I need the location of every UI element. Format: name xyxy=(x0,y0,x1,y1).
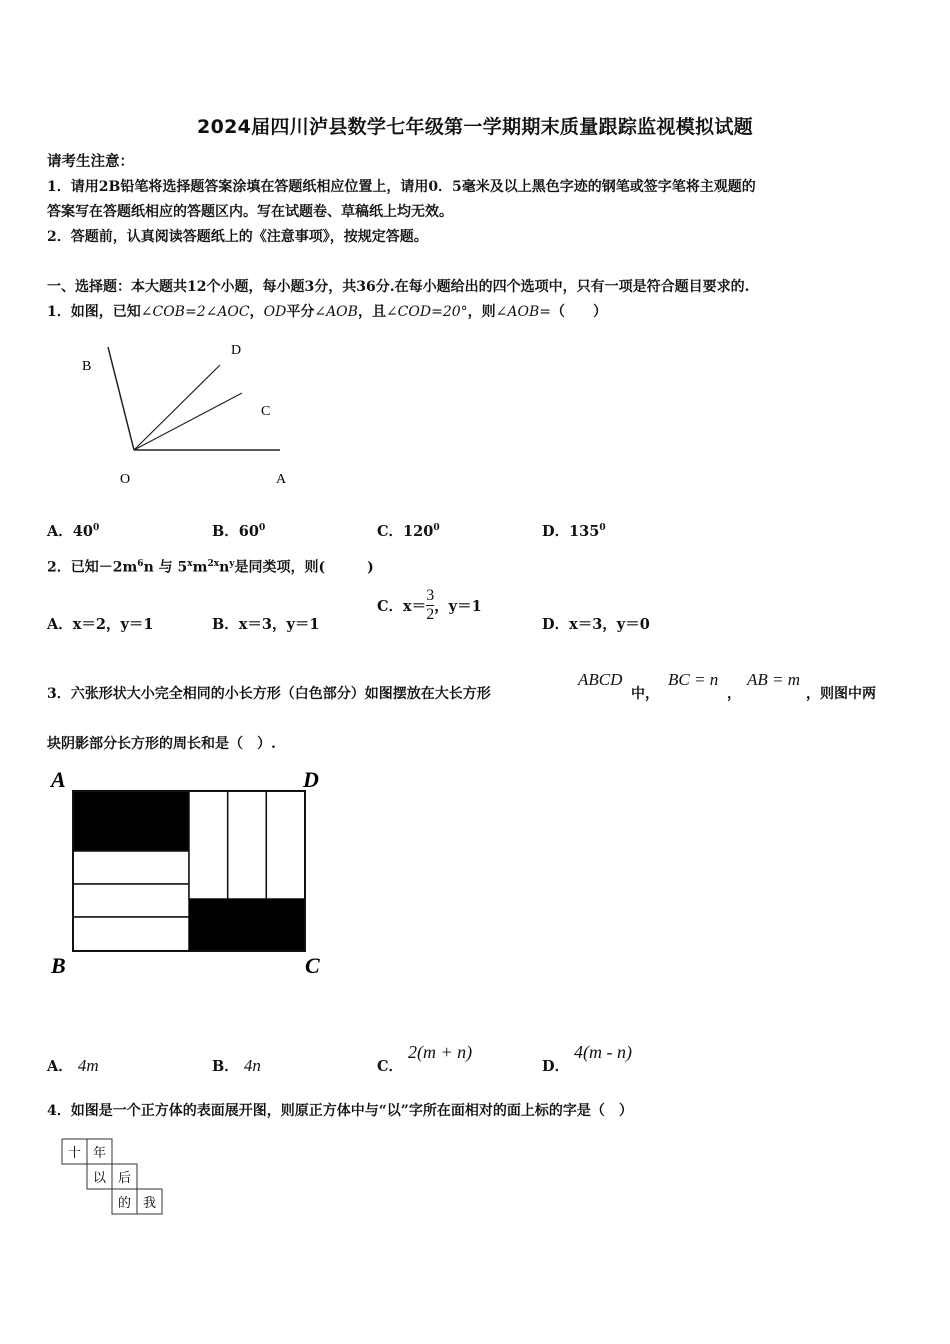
q2-stem: 2．已知$-2m^6n$ 与 $5^xm^{2x}n^y$是同类项，则( ) xyxy=(47,559,374,576)
q4-cell-shi: 十 xyxy=(68,1145,82,1160)
q4-cell-wo: 我 xyxy=(143,1195,157,1210)
page-title: 2024届四川泸县数学七年级第一学期期末质量跟踪监视模拟试题 xyxy=(197,116,753,138)
q4-cell-hou: 后 xyxy=(118,1170,132,1185)
q1-angle-figure xyxy=(70,335,300,495)
q3-option-c[interactable]: C． xyxy=(377,1058,404,1075)
q1-label-b: B xyxy=(82,359,92,374)
q3-shaded-top-left xyxy=(73,791,189,851)
q1-label-d: D xyxy=(231,343,242,358)
q3-math-bc: BC = n xyxy=(668,670,719,689)
section-heading: 一、选择题：本大题共12个小题，每小题3分，共36分.在每小题给出的四个选项中，只有一项是符合题目要求的. xyxy=(47,279,750,295)
notice-line-2: 答案写在答题纸相应的答题区内。写在试题卷、草稿纸上均无效。 xyxy=(47,204,453,220)
q1-stem: 1．如图，已知∠COB=2∠AOC，OD平分∠AOB，且∠COD=20°，则∠AOB=（ ） xyxy=(47,304,607,320)
q2-option-b[interactable]: B．x＝3，y＝1 xyxy=(212,616,320,633)
q3-option-c-value[interactable]: 2(m + n) xyxy=(408,1042,473,1062)
q1-option-b[interactable]: B．$60^0$ xyxy=(212,523,266,540)
notice-heading: 请考生注意： xyxy=(47,153,134,170)
q1-label-o: O xyxy=(120,472,131,487)
q3-stem-tail: ，则图中两 xyxy=(806,686,876,702)
q1-label-a: A xyxy=(276,472,287,487)
q3-label-d: D xyxy=(303,767,319,792)
q3-label-a: A xyxy=(51,767,66,792)
q3-label-c: C xyxy=(305,953,320,978)
q1-label-c: C xyxy=(261,404,271,419)
q1-option-d[interactable]: D．$135^0$ xyxy=(542,523,606,540)
q4-cell-nian: 年 xyxy=(93,1145,107,1160)
q2-option-a[interactable]: A．x＝2，y＝1 xyxy=(47,616,154,633)
q3-stem-comma: ， xyxy=(727,686,741,702)
q3-rectangle-figure xyxy=(45,765,335,980)
q4-cube-net xyxy=(60,1137,170,1219)
q4-cell-de: 的 xyxy=(118,1195,132,1210)
q4-stem: 4．如图是一个正方体的表面展开图，则原正方体中与“以”字所在面相对的面上标的字是（ ） xyxy=(47,1103,633,1119)
q3-option-d[interactable]: D． xyxy=(542,1058,570,1075)
notice-line-3: 2．答题前，认真阅读答题纸上的《注意事项》，按规定答题。 xyxy=(47,229,428,245)
q3-label-b: B xyxy=(51,953,66,978)
q2-option-d[interactable]: D．x＝3，y＝0 xyxy=(542,616,650,633)
notice-line-1: 1．请用2B铅笔将选择题答案涂填在答题纸相应位置上，请用0．5毫米及以上黑色字迹的钢笔或签字笔将主观题的 xyxy=(47,179,756,195)
q2-option-c[interactable]: C．x＝ $\frac{3}{2}$ ，y＝1 xyxy=(377,587,482,623)
q1-option-c[interactable]: C．$120^0$ xyxy=(377,523,440,540)
q3-option-a[interactable]: A． 4m xyxy=(47,1056,99,1075)
q3-math-abcd: ABCD xyxy=(578,670,623,689)
q3-stem-line-2: 块阴影部分长方形的周长和是（ ）. xyxy=(47,736,276,752)
q4-cell-yi: 以 xyxy=(93,1170,107,1185)
q3-stem-zhong: 中， xyxy=(631,686,659,702)
q3-shaded-bottom-right xyxy=(189,899,305,951)
q3-math-ab: AB = m xyxy=(747,670,801,689)
q3-option-d-value[interactable]: 4(m - n) xyxy=(574,1042,632,1062)
q3-stem-line-1: 3．六张形状大小完全相同的小长方形（白色部分）如图摆放在大长方形 xyxy=(47,686,491,702)
q1-option-a[interactable]: A．$40^0$ xyxy=(47,523,100,540)
q3-option-b[interactable]: B． 4n xyxy=(212,1056,261,1075)
